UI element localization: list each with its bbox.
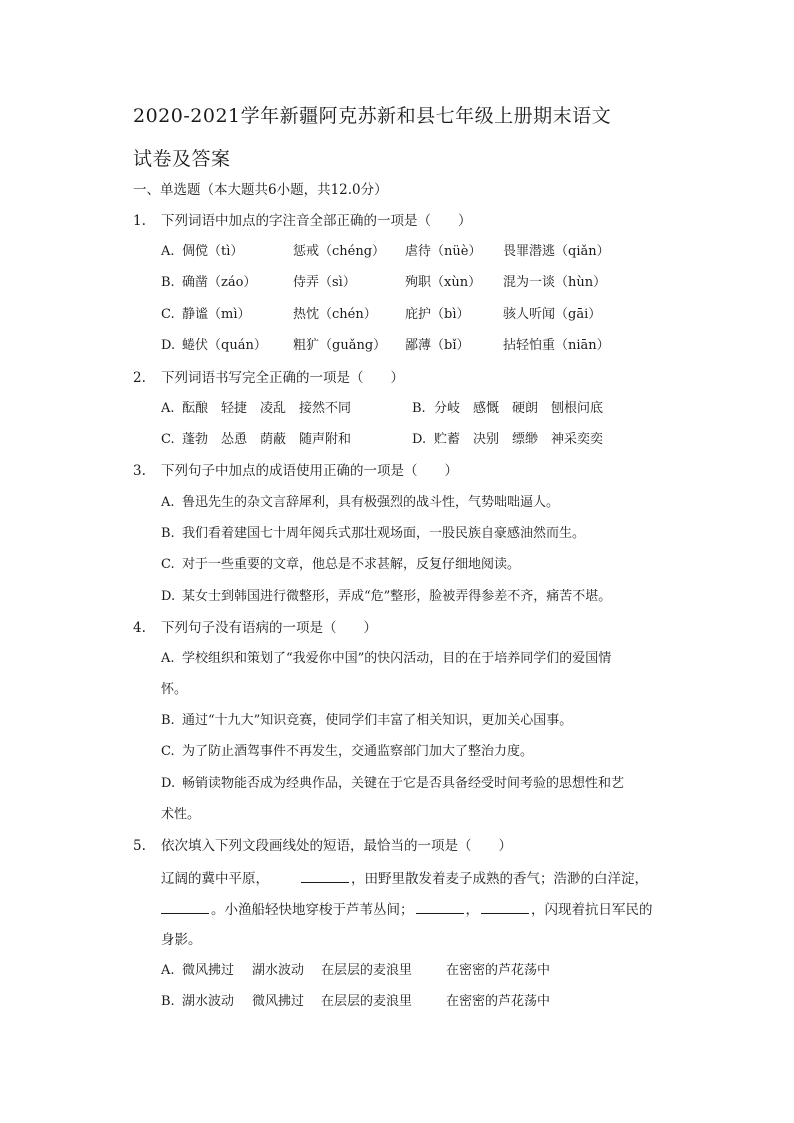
option-item: 虐待（nüè） (405, 244, 482, 259)
option-text: 蓬勃 怂恿 荫蔽 随声附和 (182, 432, 352, 447)
passage-text: 辽阔的冀中平原， (161, 871, 269, 887)
option-item: 湖水波动 (182, 994, 235, 1009)
option-item: 在层层的麦浪里 (321, 963, 413, 978)
question-number: 1. (133, 213, 146, 229)
option-item: 粗犷（guǎng） (293, 338, 387, 353)
option-label: D. (161, 589, 176, 604)
passage-text: ， (465, 902, 479, 918)
option-text: 贮蓄 决别 缥缈 神采奕奕 (434, 432, 604, 447)
passage-line-1 (161, 868, 648, 889)
option-text: 学校组织和策划了“我爱你中国”的快闪活动，目的在于培养同学们的爱国情 (182, 651, 612, 666)
option-label: A. (161, 244, 175, 259)
option-label: B. (161, 526, 175, 541)
option-item: 微风拂过 (252, 994, 305, 1009)
option-item: 骇人听闻（gāi） (503, 307, 602, 322)
question-number: 2. (133, 370, 146, 386)
option-label: B. (161, 275, 175, 290)
option-text: 我们看着建国七十周年阅兵式那壮观场面，一股民族自豪感油然而生。 (182, 526, 586, 541)
option-text: 酝酿 轻捷 凌乱 接然不同 (182, 401, 352, 416)
option-text: 为了防止酒驾事件不再发生，交通监察部门加大了整治力度。 (182, 744, 534, 759)
option-item: 热忱（chén） (293, 307, 377, 322)
option-item: 庇护（bì） (405, 307, 470, 322)
option-item: 倜傥（tì） (182, 244, 244, 259)
option-item: 拈轻怕重（niān） (503, 338, 610, 353)
option-item: 混为一谈（hùn） (503, 275, 607, 290)
option-label: A. (161, 963, 175, 978)
passage-text: 。小渔船轻快地穿梭于芦苇丛间； (211, 902, 414, 918)
option-item: 在密密的芦花荡中 (446, 963, 551, 978)
option-label: B. (161, 994, 175, 1009)
section-heading: 一、单选题（本大题共6小题，共12.0分） (133, 182, 388, 198)
option-item: 静谧（mì） (182, 307, 251, 322)
passage-line-3: 身影。 (161, 932, 202, 948)
option-label: D. (161, 338, 176, 353)
question-number: 4. (133, 620, 146, 636)
option-item: 蜷伏（quán） (182, 338, 267, 353)
fill-blank-1 (301, 868, 349, 883)
option-text: 分岐 感慨 硬朗 刨根问底 (434, 401, 604, 416)
option-item: 鄙薄（bǐ） (405, 338, 470, 353)
question-stem: 下列词语书写完全正确的一项是（ ） (161, 370, 404, 386)
document-title-line1: 2020-2021学年新疆阿克苏新和县七年级上册期末语文 (133, 105, 612, 127)
option-label: C. (161, 432, 175, 447)
option-label: C. (161, 557, 175, 572)
option-item: 湖水波动 (252, 963, 305, 978)
question-number: 5. (133, 838, 146, 854)
option-label: A. (161, 401, 175, 416)
option-label: A. (161, 651, 175, 666)
option-label: B. (161, 713, 175, 728)
document-title-line2: 试卷及答案 (133, 148, 231, 170)
option-text: 对于一些重要的文章，他总是不求甚解，反复仔细地阅读。 (182, 557, 521, 572)
option-label: B. (412, 401, 426, 416)
option-item: 惩戒（chéng） (293, 244, 386, 259)
option-continuation: 术性。 (161, 807, 201, 822)
option-text: 通过“十九大”知识竞赛，使同学们丰富了相关知识，更加关心国事。 (182, 713, 573, 728)
option-label: D. (161, 776, 176, 791)
option-item: 在密密的芦花荡中 (446, 994, 551, 1009)
option-text: 畅销读物能否成为经典作品，关键在于它是否具备经受时间考验的思想性和艺 (182, 776, 625, 791)
option-item: 微风拂过 (182, 963, 235, 978)
fill-blank-2 (161, 899, 209, 914)
passage-line-2 (161, 899, 653, 920)
option-item: 畏罪潜逃（qiǎn） (503, 244, 610, 259)
question-stem: 下列句子没有语病的一项是（ ） (161, 620, 377, 636)
option-label: C. (161, 307, 175, 322)
option-item: 侍弄（sì） (293, 275, 356, 290)
fill-blank-3 (416, 899, 464, 914)
question-stem: 依次填入下列文段画线处的短语，最恰当的一项是（ ） (161, 838, 512, 854)
option-text: 鲁迅先生的杂文言辞犀利，具有极强烈的战斗性，气势咄咄逼人。 (182, 495, 560, 510)
passage-text: ，田野里散发着麦子成熟的香气；浩渺的白洋淀， (351, 871, 648, 887)
option-item: 在层层的麦浪里 (321, 994, 413, 1009)
option-label: A. (161, 495, 175, 510)
question-stem: 下列词语中加点的字注音全部正确的一项是（ ） (161, 213, 472, 229)
question-number: 3. (133, 463, 146, 479)
option-label: C. (161, 744, 175, 759)
option-item: 殉职（xùn） (405, 275, 482, 290)
passage-text: ，闪现着抗日军民的 (531, 902, 653, 918)
option-label: D. (412, 432, 427, 447)
fill-blank-4 (481, 899, 529, 914)
option-item: 确凿（záo） (182, 275, 257, 290)
option-continuation: 怀。 (161, 682, 188, 697)
option-text: 某女士到韩国进行微整形，弄成“危”整形，脸被弄得参差不齐，痛苦不堪。 (182, 589, 612, 604)
question-stem: 下列句子中加点的成语使用正确的一项是（ ） (161, 463, 458, 479)
